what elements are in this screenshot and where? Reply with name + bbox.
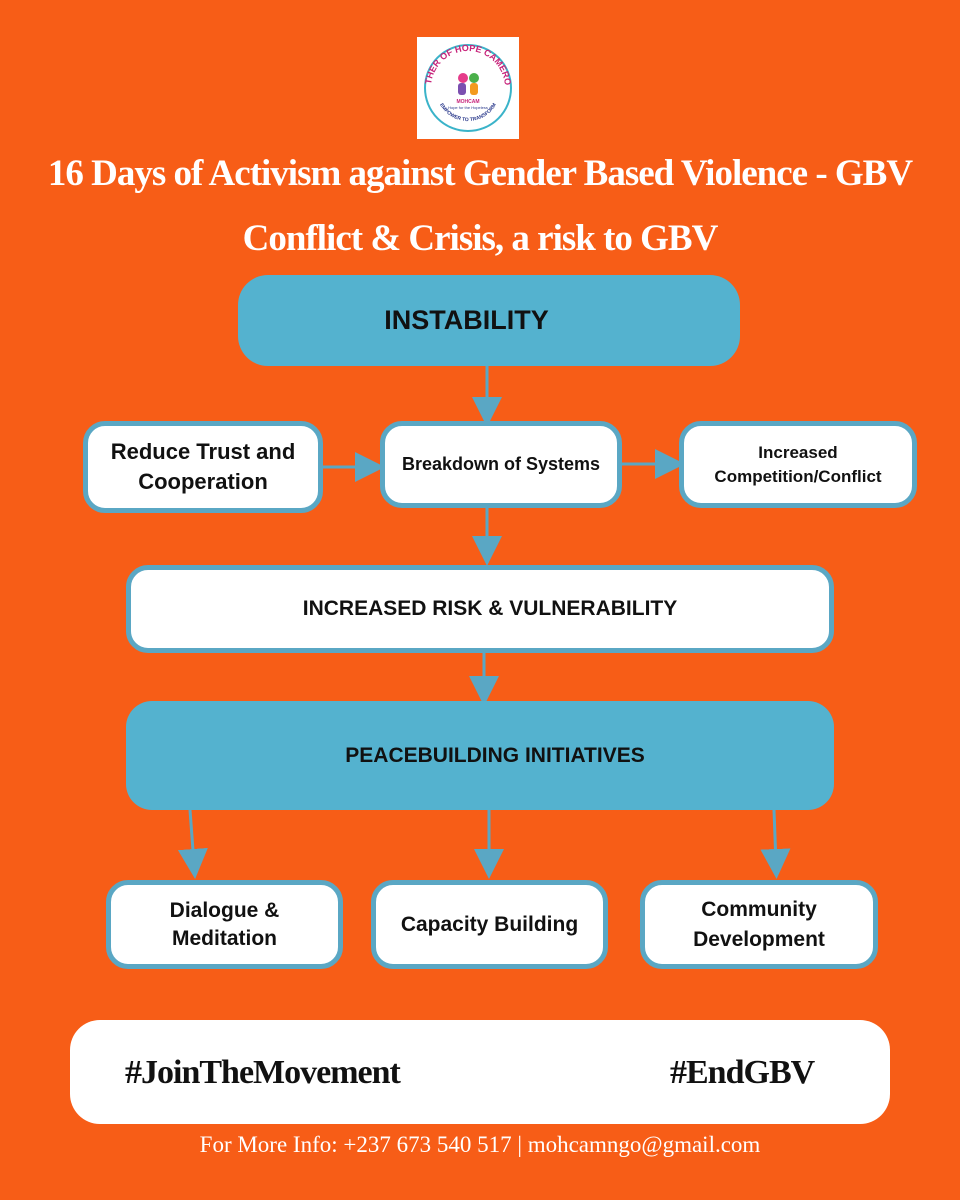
- hashtag-end-gbv: #EndGBV: [670, 1054, 815, 1091]
- arrow-peacebuilding-community: [774, 810, 776, 864]
- contact-info: For More Info: +237 673 540 517 | mohcamngo@gmail.com: [199, 1132, 761, 1157]
- logo-ring-text: THER OF HOPE CAMERO: [423, 42, 513, 86]
- instability-box: INSTABILITY: [238, 275, 740, 366]
- page-title: 16 Days of Activism against Gender Based Violence - GBV: [47, 153, 913, 194]
- logo-abbrev: MOHCAM: [456, 99, 480, 105]
- arrow-peacebuilding-dialogue: [190, 810, 194, 864]
- peacebuilding-box: PEACEBUILDING INITIATIVES: [126, 701, 834, 810]
- reduce-trust-box: Reduce Trust and Cooperation: [83, 421, 323, 513]
- breakdown-systems-box: Breakdown of Systems: [380, 421, 622, 508]
- page-subtitle: Conflict & Crisis, a risk to GBV: [242, 218, 718, 259]
- risk-vulnerability-box: INCREASED RISK & VULNERABILITY: [126, 565, 834, 653]
- hashtag-join-movement: #JoinTheMovement: [125, 1054, 400, 1091]
- community-development-box: Community Development: [640, 880, 878, 969]
- competition-conflict-box: Increased Competition/Conflict: [679, 421, 917, 508]
- logo-tagline: Hope for the Hopeless: [448, 105, 488, 110]
- logo-motto: EMPOWER TO TRANSFORM: [438, 102, 498, 124]
- capacity-building-box: Capacity Building: [371, 880, 608, 969]
- dialogue-meditation-box: Dialogue & Meditation: [106, 880, 343, 969]
